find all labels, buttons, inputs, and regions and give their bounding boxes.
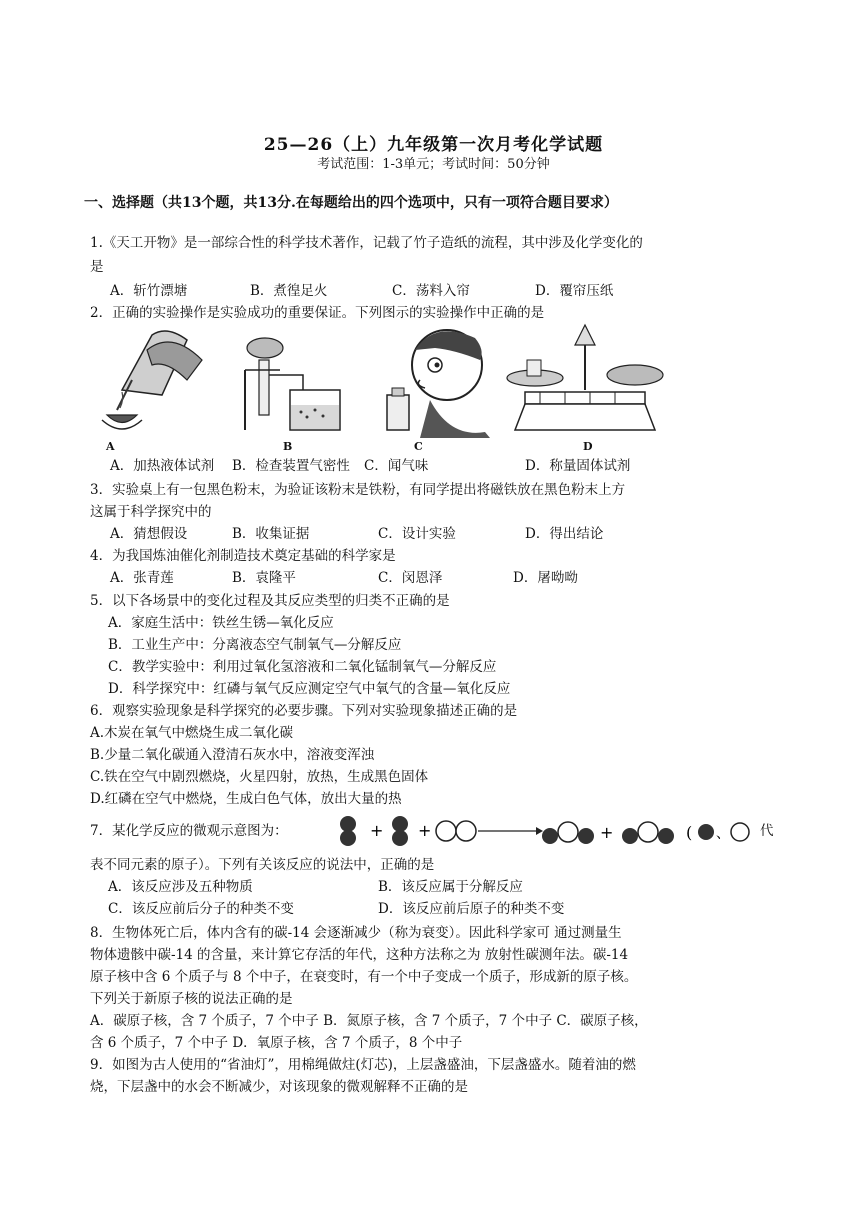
q6-stem: 6．观察实验现象是科学探究的必要步骤。下列对实验现象描述正确的是 bbox=[90, 703, 518, 719]
q4-option-c: C．闵恩泽 bbox=[378, 570, 443, 586]
svg-text:+: + bbox=[370, 821, 384, 840]
q4-option-b: B．袁隆平 bbox=[232, 570, 296, 586]
q1-option-b: B．煮徨足火 bbox=[250, 283, 328, 299]
q9-line1: 9．如图为古人使用的“省油灯”，用棉绳做炷(灯芯)，上层盏盛油，下层盏盛水。随着油的燃 bbox=[90, 1057, 636, 1073]
q9-line2: 烧，下层盏中的水会不断减少，对该现象的微观解释不正确的是 bbox=[90, 1079, 468, 1095]
q1-option-c: C．荡料入帘 bbox=[392, 283, 470, 299]
q6-option-a: A.木炭在氧气中燃烧生成二氧化碳 bbox=[90, 725, 294, 741]
figure-label-d: D bbox=[583, 440, 593, 453]
q8-line6: 含 6 个质子，7 个中子 D．氧原子核，含 7 个质子，8 个中子 bbox=[90, 1035, 463, 1051]
q5-option-c: C．教学实验中：利用过氧化氢溶液和二氧化锰制氧气—分解反应 bbox=[108, 659, 497, 675]
q7-option-b: B．该反应属于分解反应 bbox=[378, 879, 523, 895]
q7-stem-line2: 表不同元素的原子）。下列有关该反应的说法中，正确的是 bbox=[90, 857, 435, 873]
svg-text:(: ( bbox=[686, 823, 693, 842]
q8-line3: 原子核中含 6 个质子与 8 个中子，在衰变时，有一个中子变成一个质子，形成新的原子核。 bbox=[90, 969, 638, 985]
q1-option-d: D．覆帘压纸 bbox=[535, 283, 614, 299]
q3-option-a: A．猜想假设 bbox=[110, 526, 188, 542]
q5-option-d: D．科学探究中：红磷与氧气反应测定空气中氧气的含量—氧化反应 bbox=[108, 681, 511, 697]
q1-option-a: A．斩竹漂塘 bbox=[110, 283, 188, 299]
svg-text:+: + bbox=[600, 823, 614, 842]
q7-stem-suffix: 代 bbox=[760, 823, 774, 839]
q6-option-c: C.铁在空气中剧烈燃烧，火星四射，放热，生成黑色固体 bbox=[90, 769, 429, 785]
figure-label-c: C bbox=[414, 440, 423, 453]
q4-stem: 4．为我国炼油催化剂制造技术奠定基础的科学家是 bbox=[90, 548, 396, 564]
q3-option-c: C．设计实验 bbox=[378, 526, 456, 542]
q5-option-a: A．家庭生活中：铁丝生锈—氧化反应 bbox=[108, 615, 334, 631]
q8-line2: 物体遗骸中碳-14 的含量，来计算它存活的年代，这种方法称之为 放射性碳测年法。碳-14 bbox=[90, 947, 629, 963]
q6-option-d: D.红磷在空气中燃烧，生成白色气体，放出大量的热 bbox=[90, 791, 402, 807]
figure-smelling bbox=[375, 320, 500, 438]
q1-stem-line1: 1.《天工开物》是一部综合性的科学技术著作，记载了竹子造纸的流程，其中涉及化学变化的 bbox=[90, 235, 643, 251]
q7-option-d: D．该反应前后原子的种类不变 bbox=[378, 901, 565, 917]
q2-option-a: A．加热液体试剂 bbox=[110, 458, 215, 474]
q5-stem: 5．以下各场景中的变化过程及其反应类型的归类不正确的是 bbox=[90, 593, 450, 609]
q2-option-d: D．称量固体试剂 bbox=[525, 458, 631, 474]
svg-text:+: + bbox=[418, 821, 432, 840]
q4-option-a: A．张青莲 bbox=[110, 570, 174, 586]
figure-airtightness-check bbox=[235, 320, 355, 438]
q8-line5: A．碳原子核，含 7 个质子，7 个中子 B．氮原子核，含 7 个质子，7 个中子 C．碳原子核， bbox=[90, 1013, 648, 1029]
q2-option-b: B．检查装置气密性 bbox=[232, 458, 350, 474]
q3-stem-line1: 3．实验桌上有一包黑色粉末，为验证该粉末是铁粉，有同学提出将磁铁放在黑色粉末上方 bbox=[90, 482, 626, 498]
q7-option-c: C．该反应前后分子的种类不变 bbox=[108, 901, 294, 917]
figure-label-a: A bbox=[106, 440, 115, 453]
q2-option-c: C．闻气味 bbox=[364, 458, 429, 474]
exam-title: 25—26（上）九年级第一次月考化学试题 bbox=[263, 135, 604, 155]
q5-option-b: B．工业生产中：分离液态空气制氧气—分解反应 bbox=[108, 637, 402, 653]
svg-text:、: 、 bbox=[716, 826, 730, 842]
q7-option-a: A．该反应涉及五种物质 bbox=[108, 879, 253, 895]
q3-option-b: B．收集证据 bbox=[232, 526, 310, 542]
section-heading: 一、选择题（共13个题，共13分.在每题给出的四个选项中，只有一项符合题目要求） bbox=[84, 195, 618, 211]
figure-weighing-balance bbox=[505, 320, 665, 438]
q7-stem-prefix: 7．某化学反应的微观示意图为： bbox=[90, 823, 288, 839]
q4-option-d: D．屠呦呦 bbox=[513, 570, 578, 586]
exam-subtitle: 考试范围：1-3单元；考试时间：50分钟 bbox=[317, 157, 550, 172]
q7-reaction-diagram bbox=[338, 812, 758, 850]
q8-line4: 下列关于新原子核的说法正确的是 bbox=[90, 991, 293, 1007]
figure-heating-liquid bbox=[92, 320, 212, 438]
figure-label-b: B bbox=[283, 440, 293, 453]
q3-stem-line2: 这属于科学探究中的 bbox=[90, 504, 212, 520]
q3-option-d: D．得出结论 bbox=[525, 526, 604, 542]
q1-stem-line2: 是 bbox=[90, 259, 104, 275]
q2-stem: 2．正确的实验操作是实验成功的重要保证。下列图示的实验操作中正确的是 bbox=[90, 305, 545, 321]
q8-line1: 8．生物体死亡后，体内含有的碳-14 会逐渐减少（称为衰变）。因此科学家可 通过测量生 bbox=[90, 925, 622, 941]
q6-option-b: B.少量二氧化碳通入澄清石灰水中，溶液变浑浊 bbox=[90, 747, 375, 763]
